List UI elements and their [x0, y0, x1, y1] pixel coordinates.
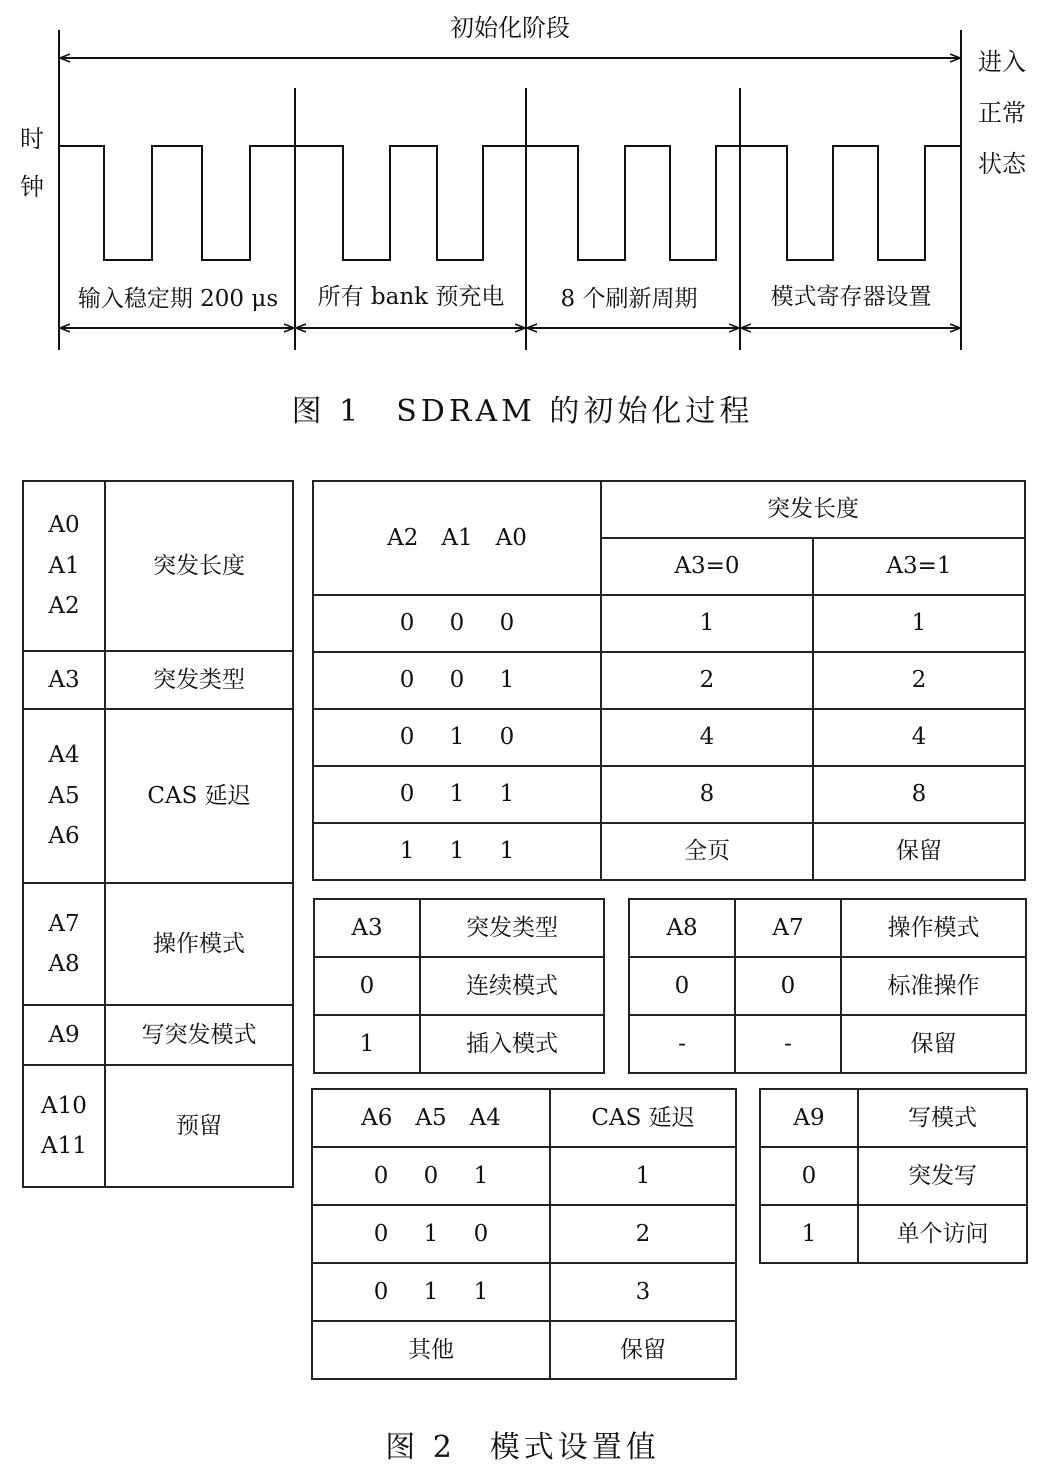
table-cell: - [735, 1015, 841, 1073]
table-cell: 8 [601, 766, 813, 823]
table-header: A7 [735, 899, 841, 957]
table-header: 操作模式 [841, 899, 1026, 957]
table-cell: 0 [629, 957, 735, 1015]
table-cell: 0 [314, 957, 420, 1015]
figure-1-caption: 图 1 SDRAM 的初始化过程 [291, 394, 754, 429]
burst-subheader-a3-1: A3=1 [813, 538, 1025, 595]
table-cell: 2 [813, 652, 1025, 709]
cas-latency-table [311, 1088, 737, 1380]
table-cell: 其他 [312, 1321, 550, 1379]
enter-normal-label: 正常 [978, 99, 1026, 127]
table-cell: 保留 [550, 1321, 736, 1379]
table-cell: 1 [601, 595, 813, 652]
enter-normal-label: 进入 [978, 48, 1026, 76]
segment-label: 输入稳定期 200 μs [77, 286, 279, 312]
field-name-cell: 突发长度 [105, 481, 293, 651]
table-cell: 1 [813, 595, 1025, 652]
table-cell: 0 1 0 [312, 1205, 550, 1263]
table-cell: 保留 [813, 823, 1025, 880]
segment-label: 所有 bank 预充电 [317, 284, 505, 310]
register-map-table [22, 480, 294, 1188]
field-name-cell: 预留 [105, 1065, 293, 1187]
operation-mode-table [628, 898, 1027, 1074]
pin-cell: A3 [23, 651, 105, 709]
table-cell: 1 [760, 1205, 858, 1263]
table-cell: 0 [735, 957, 841, 1015]
field-name-cell: 突发类型 [105, 651, 293, 709]
phase-label: 初始化阶段 [450, 14, 570, 42]
table-cell: 0 0 1 [312, 1147, 550, 1205]
table-header: A6 A5 A4 [312, 1089, 550, 1147]
write-mode-table [759, 1088, 1028, 1264]
pin-cell: A7 A8 [23, 883, 105, 1005]
table-header: A8 [629, 899, 735, 957]
table-cell: 1 1 1 [313, 823, 601, 880]
field-name-cell: CAS 延迟 [105, 709, 293, 883]
burst-length-table [312, 480, 1026, 881]
table-header: 突发类型 [420, 899, 604, 957]
table-cell: 插入模式 [420, 1015, 604, 1073]
pin-cell: A10 A11 [23, 1065, 105, 1187]
table-cell: 保留 [841, 1015, 1026, 1073]
table-cell: 2 [601, 652, 813, 709]
table-cell: 0 1 0 [313, 709, 601, 766]
burst-header-title: 突发长度 [601, 481, 1025, 538]
table-cell: 4 [813, 709, 1025, 766]
field-name-cell: 写突发模式 [105, 1005, 293, 1065]
table-cell: 0 [760, 1147, 858, 1205]
table-cell: 连续模式 [420, 957, 604, 1015]
table-header: A3 [314, 899, 420, 957]
table-cell: 单个访问 [858, 1205, 1027, 1263]
table-cell: 标准操作 [841, 957, 1026, 1015]
table-cell: 4 [601, 709, 813, 766]
table-header: A9 [760, 1089, 858, 1147]
table-cell: 0 0 1 [313, 652, 601, 709]
table-cell: 突发写 [858, 1147, 1027, 1205]
clock-label: 时 [20, 125, 44, 153]
segment-label: 模式寄存器设置 [770, 284, 932, 310]
pin-cell: A9 [23, 1005, 105, 1065]
pin-cell: A0 A1 A2 [23, 481, 105, 651]
init-timing-diagram [0, 0, 1045, 380]
field-name-cell: 操作模式 [105, 883, 293, 1005]
clock-label: 钟 [20, 173, 44, 201]
table-cell: 8 [813, 766, 1025, 823]
table-cell: 1 [314, 1015, 420, 1073]
figure-2-caption: 图 2 模式设置值 [385, 1430, 660, 1465]
segment-label: 8 个刷新周期 [560, 286, 698, 312]
table-cell: 3 [550, 1263, 736, 1321]
enter-normal-label: 状态 [978, 150, 1026, 178]
table-cell: 0 1 1 [313, 766, 601, 823]
burst-subheader-a3-0: A3=0 [601, 538, 813, 595]
table-cell: 0 1 1 [312, 1263, 550, 1321]
table-cell: 2 [550, 1205, 736, 1263]
table-cell: - [629, 1015, 735, 1073]
burst-header-pins: A2 A1 A0 [313, 481, 601, 595]
table-cell: 1 [550, 1147, 736, 1205]
table-cell: 0 0 0 [313, 595, 601, 652]
pin-cell: A4 A5 A6 [23, 709, 105, 883]
table-cell: 全页 [601, 823, 813, 880]
table-header: 写模式 [858, 1089, 1027, 1147]
burst-type-table [313, 898, 605, 1074]
table-header: CAS 延迟 [550, 1089, 736, 1147]
clock-waveform [59, 146, 961, 260]
